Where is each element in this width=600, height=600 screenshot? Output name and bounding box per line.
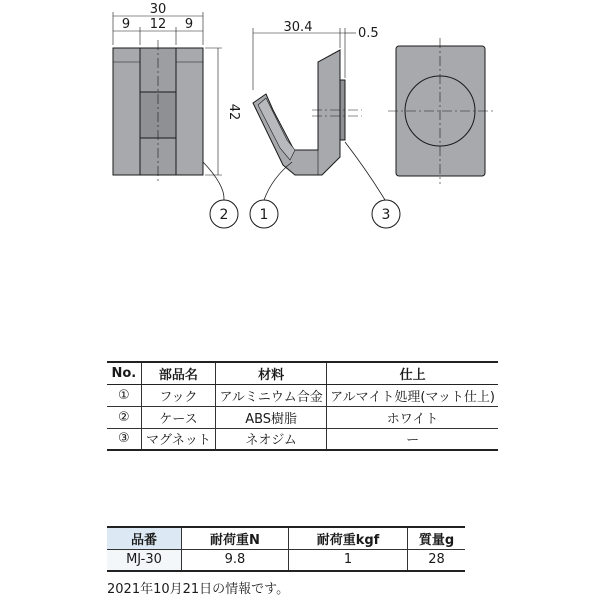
side-view bbox=[253, 28, 362, 175]
parts-cell: ABS樹脂 bbox=[216, 406, 327, 428]
back-view bbox=[388, 38, 494, 184]
parts-cell: ① bbox=[107, 384, 141, 406]
parts-cell: ② bbox=[107, 406, 141, 428]
spec-cell: 9.8 bbox=[182, 549, 289, 571]
dim-gap: 0.5 bbox=[358, 26, 379, 41]
spec-header-load-kgf: 耐荷重kgf bbox=[289, 527, 408, 549]
spec-header-mass: 質量g bbox=[408, 527, 466, 549]
callout-2: 2 bbox=[219, 207, 229, 223]
dim-width-left: 9 bbox=[121, 17, 131, 32]
dim-width-right: 9 bbox=[184, 17, 194, 32]
table-row bbox=[107, 428, 498, 450]
spec-header-load-n: 耐荷重N bbox=[182, 527, 289, 549]
table-row bbox=[107, 406, 498, 428]
parts-cell: ホワイト bbox=[327, 406, 498, 428]
callout-1: 1 bbox=[259, 207, 269, 223]
parts-cell: フック bbox=[141, 384, 215, 406]
parts-header-row bbox=[107, 362, 498, 384]
parts-header-no: No. bbox=[107, 362, 141, 384]
table-row bbox=[107, 549, 465, 571]
parts-cell: ー bbox=[327, 428, 498, 450]
dim-total-width: 30 bbox=[149, 2, 167, 17]
parts-cell: アルミニウム合金 bbox=[216, 384, 327, 406]
front-view bbox=[113, 12, 222, 182]
table-row bbox=[107, 384, 498, 406]
parts-table bbox=[107, 361, 498, 451]
parts-header-name: 部品名 bbox=[141, 362, 215, 384]
footnote: 2021年10月21日の情報です。 bbox=[107, 582, 290, 597]
parts-cell: マグネット bbox=[141, 428, 215, 450]
spec-cell-model: MJ-30 bbox=[107, 549, 182, 571]
spec-cell: 28 bbox=[408, 549, 466, 571]
spec-cell: 1 bbox=[289, 549, 408, 571]
callout-circles bbox=[210, 200, 400, 228]
spec-header-model: 品番 bbox=[107, 527, 182, 549]
spec-table bbox=[107, 526, 465, 572]
technical-drawing bbox=[0, 0, 600, 250]
parts-cell: ケース bbox=[141, 406, 215, 428]
parts-cell: アルマイト処理(マット仕上) bbox=[327, 384, 498, 406]
parts-header-finish: 仕上 bbox=[327, 362, 498, 384]
dim-hook-width: 30.4 bbox=[283, 20, 313, 35]
dim-width-center: 12 bbox=[149, 17, 167, 32]
parts-cell: ③ bbox=[107, 428, 141, 450]
parts-header-material: 材料 bbox=[216, 362, 327, 384]
parts-cell: ネオジム bbox=[216, 428, 327, 450]
spec-header-row bbox=[107, 527, 465, 549]
dim-height: 42 bbox=[226, 103, 241, 121]
callout-3: 3 bbox=[381, 207, 391, 223]
